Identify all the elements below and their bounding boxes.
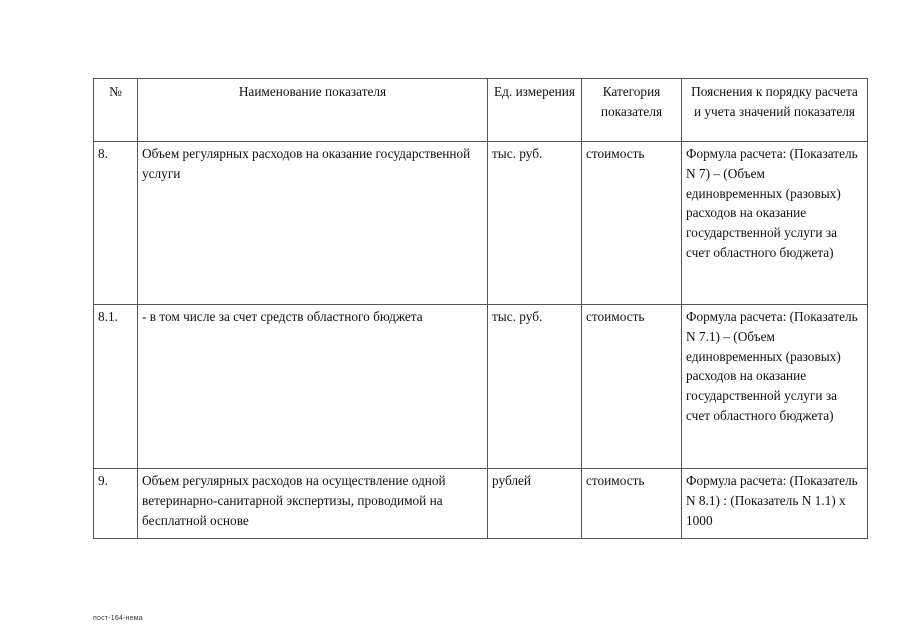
header-category: Категория показателя bbox=[582, 79, 682, 142]
header-notes: Пояснения к порядку расчета и учета значений показателя bbox=[682, 79, 868, 142]
table-header-row bbox=[94, 79, 868, 142]
row-notes: Формула расчета: (Показатель N 8.1) : (Показатель N 1.1) x 1000 bbox=[682, 469, 868, 539]
row-category: стоимость bbox=[582, 305, 682, 469]
header-indicator-name: Наименование показателя bbox=[138, 79, 488, 142]
row-indicator-name: Объем регулярных расходов на осуществление одной ветеринарно-санитарной экспертизы, проводимой на бесплатной основе bbox=[138, 469, 488, 539]
indicators-table bbox=[93, 78, 868, 539]
row-indicator-name: Объем регулярных расходов на оказание государственной услуги bbox=[138, 142, 488, 305]
footer-file-label: пост-164-нема bbox=[93, 615, 143, 622]
row-notes: Формула расчета: (Показатель N 7.1) – (Объем единовременных (разовых) расходов на оказание государственной услуги за счет областного бюджета) bbox=[682, 305, 868, 469]
header-unit: Ед. измерения bbox=[488, 79, 582, 142]
row-number: 8. bbox=[94, 142, 138, 305]
row-number: 8.1. bbox=[94, 305, 138, 469]
row-unit: тыс. руб. bbox=[488, 142, 582, 305]
row-unit: рублей bbox=[488, 469, 582, 539]
row-number: 9. bbox=[94, 469, 138, 539]
row-category: стоимость bbox=[582, 142, 682, 305]
table-row bbox=[94, 142, 868, 305]
header-number: № bbox=[94, 79, 138, 142]
row-notes: Формула расчета: (Показатель N 7) – (Объем единовременных (разовых) расходов на оказание государственной услуги за счет областного бюджета) bbox=[682, 142, 868, 305]
table-row bbox=[94, 469, 868, 539]
table-row bbox=[94, 305, 868, 469]
row-category: стоимость bbox=[582, 469, 682, 539]
row-indicator-name: - в том числе за счет средств областного бюджета bbox=[138, 305, 488, 469]
row-unit: тыс. руб. bbox=[488, 305, 582, 469]
